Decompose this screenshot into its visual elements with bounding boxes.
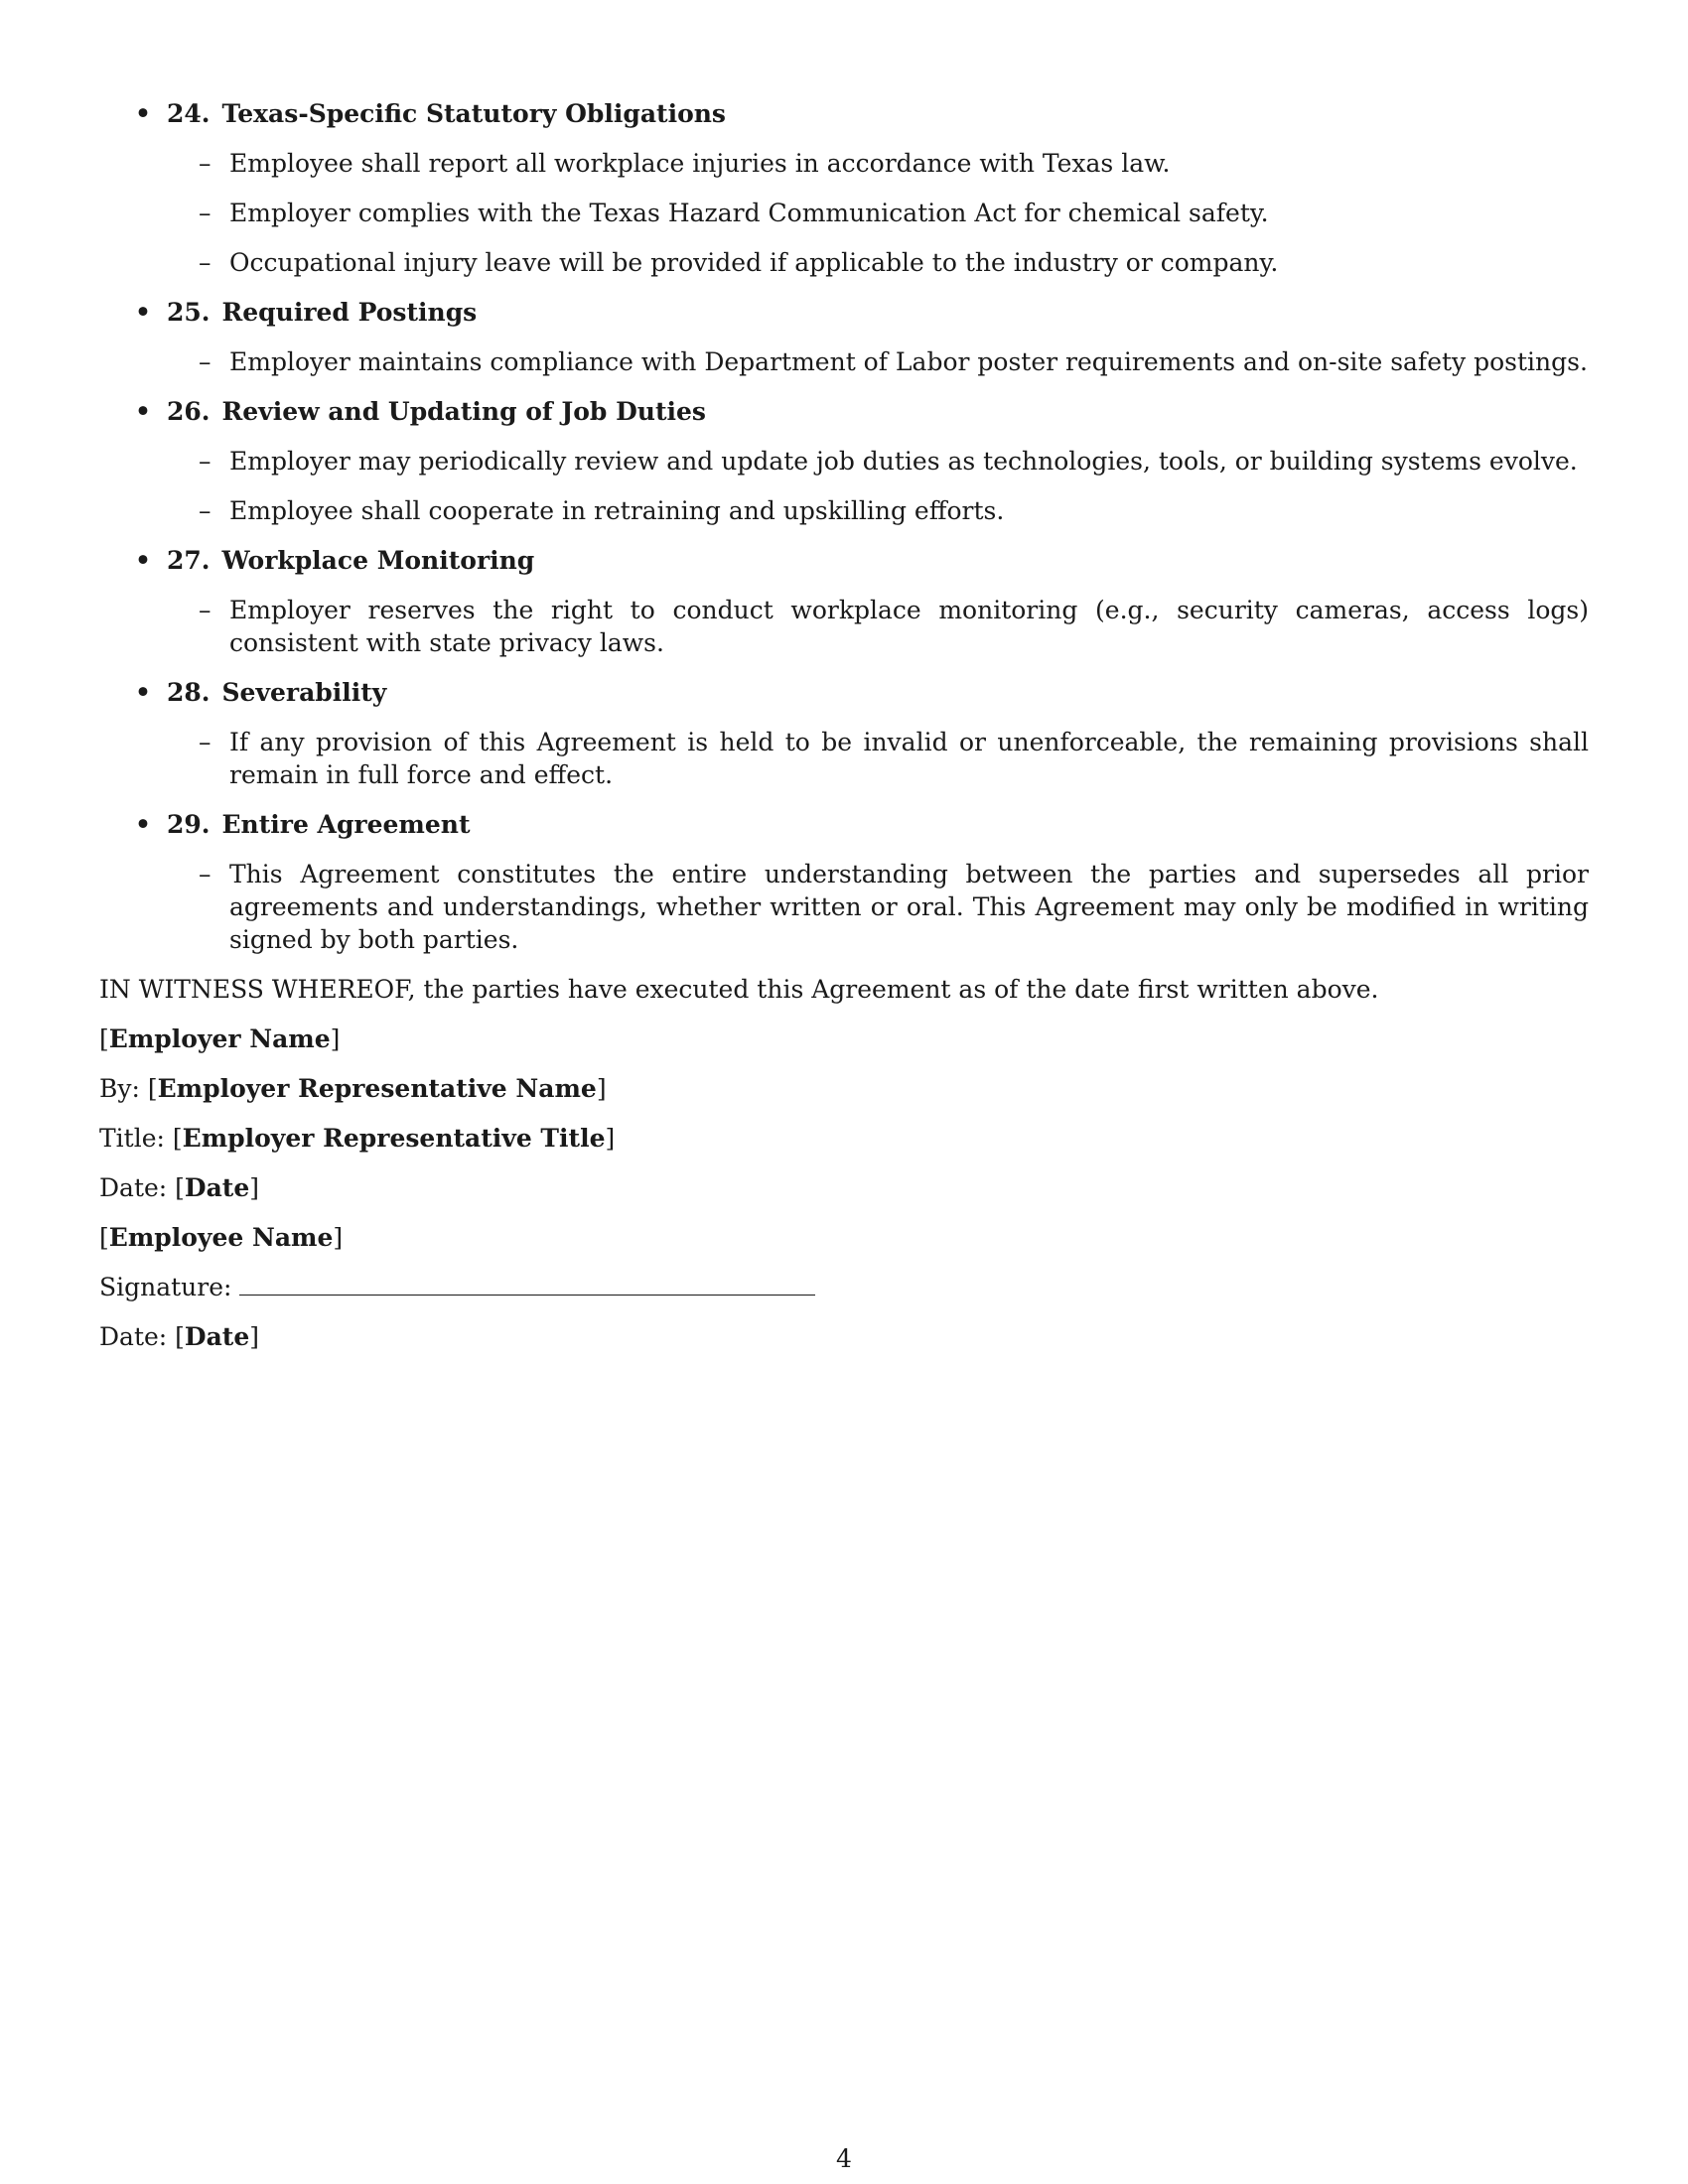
date-label: Date: — [99, 1173, 168, 1202]
section-title: Required Postings — [221, 298, 478, 327]
dash-icon: – — [199, 248, 211, 277]
section-heading — [167, 544, 1589, 577]
dash-icon: – — [199, 347, 211, 376]
employee-signature-line — [99, 1271, 1589, 1303]
employee-date: Date — [184, 1322, 250, 1351]
page-number: 4 — [836, 2144, 852, 2173]
section-29 — [99, 808, 1589, 956]
signature-label: Signature: — [99, 1273, 232, 1301]
employer-by-line: By: [Employer Representative Name] — [99, 1074, 607, 1103]
employer-title-line: Title: [Employer Representative Title] — [99, 1124, 616, 1153]
section-title: Severability — [221, 678, 387, 707]
dash-icon: – — [199, 860, 211, 888]
section-number: 26. — [167, 397, 211, 426]
section-number: 27. — [167, 546, 211, 575]
item-list — [167, 726, 1589, 791]
section-title: Review and Updating of Job Duties — [221, 397, 706, 426]
list-item — [167, 494, 1589, 527]
item-text: Employer complies with the Texas Hazard Communication Act for chemical safety. — [229, 199, 1269, 227]
list-item — [167, 726, 1589, 791]
section-title: Texas-Specific Statutory Obligations — [221, 99, 727, 128]
signature-field[interactable] — [239, 1271, 815, 1296]
employee-name: Employee Name — [108, 1223, 334, 1252]
section-title: Entire Agreement — [221, 810, 471, 839]
bullet-icon: • — [135, 678, 151, 707]
employer-date-line: Date: [Date] — [99, 1173, 260, 1202]
list-item — [167, 246, 1589, 279]
item-list — [167, 147, 1589, 279]
list-item — [167, 197, 1589, 229]
bullet-icon: • — [135, 298, 151, 327]
section-list — [99, 97, 1589, 956]
witness-statement: IN WITNESS WHEREOF, the parties have executed this Agreement as of the date first written above. — [99, 975, 1379, 1004]
by-label: By: — [99, 1074, 140, 1103]
item-text: Employer may periodically review and update job duties as technologies, tools, or building systems evolve. — [229, 447, 1578, 476]
date-label: Date: — [99, 1322, 168, 1351]
bullet-icon: • — [135, 397, 151, 426]
item-text: Employee shall report all workplace injuries in accordance with Texas law. — [229, 149, 1171, 178]
section-heading — [167, 808, 1589, 841]
item-list — [167, 445, 1589, 527]
section-title: Workplace Monitoring — [221, 546, 535, 575]
section-25 — [99, 296, 1589, 378]
section-number: 29. — [167, 810, 211, 839]
item-text: If any provision of this Agreement is held to be invalid or unenforceable, the remaining provisions shall remain in full force and effect. — [229, 728, 1589, 789]
section-number: 28. — [167, 678, 211, 707]
employer-name: Employer Name — [108, 1024, 331, 1053]
item-text: Employer maintains compliance with Department of Labor poster requirements and on-site safety postings. — [229, 347, 1588, 376]
employer-representative-name: Employer Representative Name — [157, 1074, 597, 1103]
section-heading — [167, 395, 1589, 428]
employer-representative-title: Employer Representative Title — [182, 1124, 606, 1153]
section-number: 24. — [167, 99, 211, 128]
bullet-icon: • — [135, 810, 151, 839]
dash-icon: – — [199, 728, 211, 756]
item-list — [167, 858, 1589, 956]
bullet-icon: • — [135, 546, 151, 575]
item-list — [167, 345, 1589, 378]
item-list — [167, 594, 1589, 659]
dash-icon: – — [199, 496, 211, 525]
list-item — [167, 345, 1589, 378]
dash-icon: – — [199, 199, 211, 227]
item-text: Employee shall cooperate in retraining and upskilling efforts. — [229, 496, 1005, 525]
section-27 — [99, 544, 1589, 659]
list-item — [167, 147, 1589, 180]
item-text: This Agreement constitutes the entire understanding between the parties and supersedes all prior agreements and understandings, whether written or oral. This Agreement may only be modified in writing signed by both parties. — [229, 860, 1589, 954]
section-heading — [167, 676, 1589, 709]
dash-icon: – — [199, 596, 211, 624]
section-26 — [99, 395, 1589, 527]
dash-icon: – — [199, 447, 211, 476]
item-text: Occupational injury leave will be provided if applicable to the industry or company. — [229, 248, 1279, 277]
title-label: Title: — [99, 1124, 165, 1153]
list-item — [167, 594, 1589, 659]
section-24 — [99, 97, 1589, 279]
document-page — [99, 97, 1589, 1370]
employer-name-line: [Employer Name] — [99, 1024, 341, 1053]
section-heading — [167, 296, 1589, 329]
bullet-icon: • — [135, 99, 151, 128]
employer-date: Date — [184, 1173, 250, 1202]
list-item — [167, 858, 1589, 956]
section-28 — [99, 676, 1589, 791]
item-text: Employer reserves the right to conduct workplace monitoring (e.g., security cameras, access logs) consistent with state privacy laws. — [229, 596, 1589, 657]
employee-name-line: [Employee Name] — [99, 1223, 344, 1252]
dash-icon: – — [199, 149, 211, 178]
section-number: 25. — [167, 298, 211, 327]
employee-date-line: Date: [Date] — [99, 1322, 260, 1351]
section-heading — [167, 97, 1589, 130]
list-item — [167, 445, 1589, 478]
